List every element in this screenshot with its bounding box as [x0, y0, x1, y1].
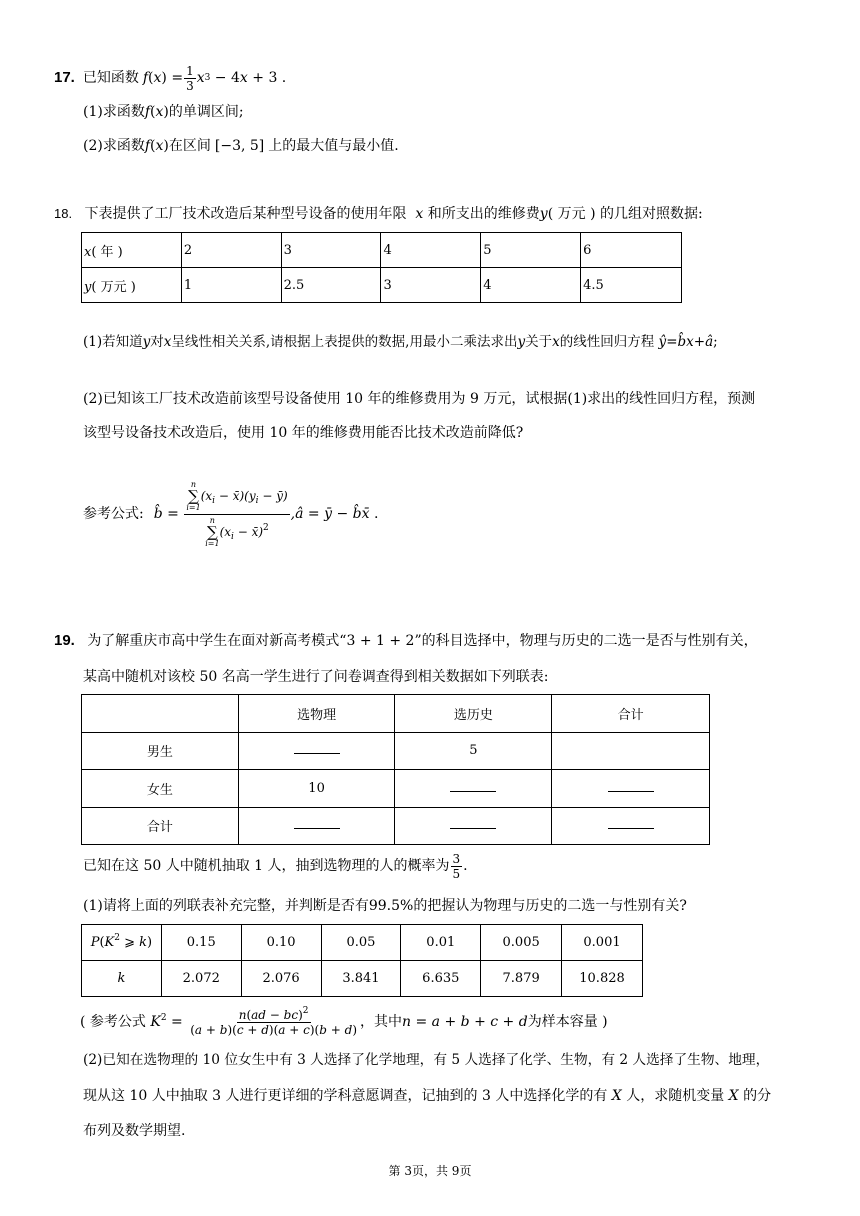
q19-part2-line1: (2)已知在选物理的 10 位女生中有 3 人选择了化学地理，有 5 人选择了化学、生物，有 2 人选择了生物、地理，	[83, 1052, 770, 1068]
table-cell	[238, 807, 395, 845]
table-row	[82, 807, 710, 845]
table-cell: 6.635	[401, 961, 481, 997]
table-cell: 3.841	[321, 961, 401, 997]
table-row	[82, 770, 710, 808]
q19-stem-line2: 某高中随机对该校 50 名高一学生进行了问卷调查得到相关数据如下列联表:	[83, 669, 549, 685]
q19-probability-line: 已知在这 50 人中随机抽取 1 人，抽到选物理的人的概率为 $\frac{3}{5}$ .	[83, 851, 468, 881]
answer-blank	[450, 819, 496, 829]
table-header-cell: 合计	[552, 695, 710, 733]
table-cell: 0.005	[481, 925, 562, 961]
answer-blank	[608, 819, 654, 829]
q18-reference-formula: 参考公式: b̂ = n ∑ i=1 ($x_i$ − $x̄)(y_i$ − ȳ) n ∑ i=1 ($x_i$ − x̄)$^2$ ,â = ȳ − b̂x̄ .	[83, 479, 379, 548]
answer-blank	[450, 782, 496, 792]
table-row	[82, 268, 682, 303]
table-cell	[238, 732, 395, 770]
table-row	[82, 732, 710, 770]
table-cell: 3	[381, 268, 481, 303]
q17-number: 17.	[54, 69, 75, 86]
table-row	[82, 961, 643, 997]
q19-part2-line2: 现从这 10 人中抽取 3 人进行更详细的学科意愿调查，记抽到的 3 人中选择化学的有 X 人，求随机变量 X 的分	[83, 1088, 772, 1104]
table-cell	[552, 732, 710, 770]
q17-part2: (2)求函数f(x)在区间 [−3, 5] 上的最大值与最小值.	[83, 138, 399, 154]
table-cell: 5	[395, 732, 552, 770]
q19-part1: (1)请将上面的列联表补充完整，并判断是否有99.5%的把握认为物理与历史的二选一与性别有关?	[83, 898, 687, 914]
q18-number: 18.	[54, 206, 73, 221]
table-cell: x( 年 )	[82, 233, 182, 268]
table-row	[82, 925, 643, 961]
q18-regression-formula: ŷ=b̂x+â	[658, 334, 714, 350]
page-footer: 第 3页，共 9页	[388, 1164, 472, 1178]
answer-blank	[608, 782, 654, 792]
answer-blank	[294, 744, 340, 754]
table-cell: 10	[238, 770, 395, 808]
table-cell	[395, 770, 552, 808]
table-cell: 5	[481, 233, 581, 268]
table-cell: 4.5	[581, 268, 682, 303]
table-cell: 2.076	[241, 961, 321, 997]
table-cell	[552, 770, 710, 808]
table-cell	[395, 807, 552, 845]
table-cell: 6	[581, 233, 682, 268]
q19-contingency-table	[81, 694, 710, 845]
table-cell: 4	[381, 233, 481, 268]
q18-stem: 18. 下表提供了工厂技术改造后某种型号设备的使用年限 x 和所支出的维修费y( 万元 ) 的几组对照数据:	[54, 206, 703, 222]
table-cell: 2.5	[281, 268, 381, 303]
table-cell: 10.828	[562, 961, 643, 997]
table-cell: 2.072	[161, 961, 241, 997]
table-cell: 女生	[82, 770, 239, 808]
q18-part1: (1)若知道y对x呈线性相关关系,请根据上表提供的数据,用最小二乘法求出y关于x的线性回归方程 ŷ=b̂x+â;	[83, 334, 718, 350]
table-cell	[552, 807, 710, 845]
table-cell: 0.05	[321, 925, 401, 961]
table-cell: 0.10	[241, 925, 321, 961]
table-row	[82, 233, 682, 268]
table-cell: k	[82, 961, 162, 997]
table-header-cell: 选历史	[395, 695, 552, 733]
table-cell: 2	[181, 233, 281, 268]
q18-part2-line1: (2)已知该工厂技术改造前该型号设备使用 10 年的维修费用为 9 万元，试根据(1)求出的线性回归方程，预测	[83, 391, 756, 407]
table-cell: 0.001	[562, 925, 643, 961]
q17-function-formula: f ( x ) = $\frac{1}{3}$ x 3 − 4 x + 3	[142, 63, 278, 93]
q17-interval: [−3, 5]	[214, 138, 265, 154]
table-cell: 合计	[82, 807, 239, 845]
table-row	[82, 695, 710, 733]
q19-stem-line1: 19. 为了解重庆市高中学生在面对新高考模式“3 + 1 + 2”的科目选择中，物理与历史的二选一是否与性别有关，	[54, 632, 758, 649]
q17-part1: (1)求函数f(x)的单调区间;	[83, 104, 244, 120]
q17-stem: 17. 已知函数 f ( x ) = $\frac{1}{3}$ x 3 − 4 x + 3 .	[54, 63, 287, 93]
table-cell: 0.15	[161, 925, 241, 961]
q18-b-hat-fraction: n ∑ i=1 ($x_i$ − $x̄)(y_i$ − ȳ) n ∑ i=1 ($x_i$ − x̄)$^2$	[186, 479, 288, 548]
q19-critical-value-table	[81, 924, 643, 997]
table-cell: 4	[481, 268, 581, 303]
table-cell: $P(K^2$ ⩾ k)	[82, 925, 162, 961]
q19-k2-formula: ( 参考公式 $K^2$ = $\frac{n(ad - bc)^2}{(a + b)(c + d)(a + c)(b + d)}$ ，其中 n = a + b + c + d 为样本容量 )	[80, 1005, 608, 1037]
table-cell: 7.879	[481, 961, 562, 997]
table-cell: 3	[281, 233, 381, 268]
table-cell: 1	[181, 268, 281, 303]
table-cell: 0.01	[401, 925, 481, 961]
table-cell: 男生	[82, 732, 239, 770]
table-cell: y( 万元 )	[82, 268, 182, 303]
table-header-cell	[82, 695, 239, 733]
q19-number: 19.	[54, 632, 75, 649]
q17-stem-text: 已知函数	[82, 69, 139, 86]
table-header-cell: 选物理	[238, 695, 395, 733]
answer-blank	[294, 819, 340, 829]
q18-part2-line2: 该型号设备技术改造后，使用 10 年的维修费用能否比技术改造前降低?	[83, 425, 524, 441]
q19-part2-line3: 布列及数学期望.	[83, 1123, 186, 1139]
q18-data-table	[81, 232, 682, 303]
